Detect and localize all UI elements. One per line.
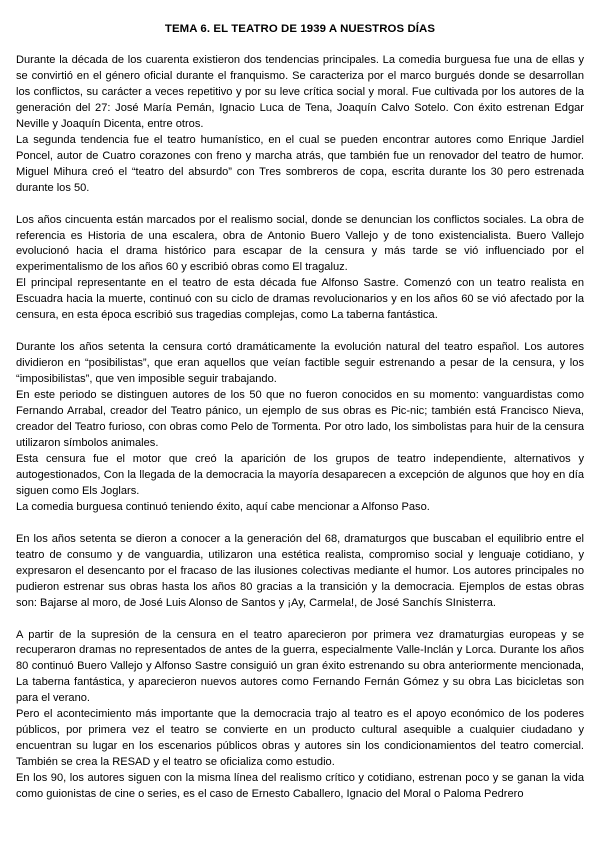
paragraph: Durante los años setenta la censura cortó dramáticamente la evolución natural del teatro español. Los autores dividieron en “posibilistas”, que eran aquellos que veían factible seguir estrenando a pesar de la censura, y los “imposibilistas”, que ven imposible seguir trabajando. xyxy=(16,341,584,386)
paragraph: En los 90, los autores siguen con la misma línea del realismo crítico y cotidiano, estrenan poco y se ganan la vida como guionistas de cine o series, es el caso de Ernesto Caballero, Ignacio del Moral o Paloma Pedrero xyxy=(16,772,584,801)
document-page xyxy=(16,22,584,819)
paragraph: Durante la década de los cuarenta existieron dos tendencias principales. La comedia burguesa fue una de ellas y se convirtió en el género oficial durante el franquismo. Se caracteriza por el marco burgués donde se desarrollan los conflictos, su carácter a veces repetitivo y por su leve crítica social y moral. Fue cultivada por los autores de la generación del 27: José María Pemán, Ignacio Luca de Tena, Joaquín Calvo Sotelo. Con éxito estrenan Edgar Neville y Joaquín Dicenta, entre otros. xyxy=(16,54,584,130)
paragraph: A partir de la supresión de la censura en el teatro aparecieron por primera vez dramaturgias europeas y se recuperaron dramas no representados de antes de la guerra, especialmente Valle-Inclán y Lorca. Durante los años 80 continuó Buero Vallejo y Alfonso Sastre consiguió un gran éxito estrenando su obra anteriormente mencionada, La taberna fantástica, y aparecieron nuevos autores como Fernando Fernán Gómez y su obra Las bicicletas son para el verano. xyxy=(16,628,584,705)
paragraph: Esta censura fue el motor que creó la aparición de los grupos de teatro independiente, alternativos y autogestionados, Con la llegada de la democracia la mayoría desaparecen a excepción de algunos que hoy en día siguen como Els Joglars. xyxy=(16,452,584,497)
section-generation-68 xyxy=(16,532,584,612)
section-1950s xyxy=(16,213,584,325)
section-1970s-censorship xyxy=(16,340,584,515)
paragraph: La segunda tendencia fue el teatro humanístico, en el cual se pueden encontrar autores como Enrique Jardiel Poncel, autor de Cuatro corazones con freno y marcha atrás, que también fue un renovador del teatro de humor. Miguel Mihura creó el “teatro del absurdo” con Tres sombreros de copa, escrita durante los 30 pero estrenada durante los 50. xyxy=(16,133,584,194)
paragraph: En los años setenta se dieron a conocer a la generación del 68, dramaturgos que buscaban el equilibrio entre el teatro de consumo y de vanguardia, utilizaron una estética realista, compromiso social y lenguaje cotidiano, y expresaron el desencanto por el fracaso de las ilusiones colectivas mediante el humor. Los autores principales no pudieron estrenar sus obras hasta los años 80 gracias a la transición y la democracia. Ejemplos de estas obras son: Bajarse al moro, de José Luis Alonso de Santos y ¡Ay, Carmela!, de José Sanchís SInisterra. xyxy=(16,532,584,609)
paragraph: Pero el acontecimiento más importante que la democracia trajo al teatro es el apoyo económico de los poderes públicos, por primera vez el teatro se convierte en un producto cultural asequible a cualquier ciudadano y encuentran su lugar en los escenarios públicos obras y autores sin los condicionamientos del teatro comercial. También se crea la RESAD y el teatro se oficializa como estudio. xyxy=(16,708,584,769)
document-title: TEMA 6. EL TEATRO DE 1939 A NUESTROS DÍAS xyxy=(164,23,436,35)
paragraph: En este periodo se distinguen autores de los 50 que no fueron conocidos en su momento: vanguardistas como Fernando Arrabal, creador del Teatro pánico, un ejemplo de sus obras es Pic-nic; también está Francisco Nieva, creador del Teatro furioso, con obras como Pelo de Tormenta. Por otro lado, los simbolistas para huir de la censura utilizaron símbolos animales. xyxy=(16,389,584,449)
section-democracy xyxy=(16,628,584,803)
paragraph: El principal representante en el teatro de esta década fue Alfonso Sastre. Comenzó con un teatro realista en Escuadra hacia la muerte, continuó con su ciclo de dramas revolucionarios y en los años 60 se vió afectado por la censura, en esta época escribió sus tragedias complejas, como La taberna fantástica. xyxy=(16,277,584,322)
paragraph: Los años cincuenta están marcados por el realismo social, donde se denuncian los conflictos sociales. La obra de referencia es Historia de una escalera, obra de Antonio Buero Vallejo y de tono existencialista. Buero Vallejo evolucionó hacia el drama histórico para escapar de la censura y más tarde se vió influenciado por el experimentalismo de los años 60 y escribió obras como El tragaluz. xyxy=(16,213,584,274)
paragraph: La comedia burguesa continuó teniendo éxito, aquí cabe mencionar a Alfonso Paso. xyxy=(16,500,430,513)
section-1940s xyxy=(16,53,584,197)
